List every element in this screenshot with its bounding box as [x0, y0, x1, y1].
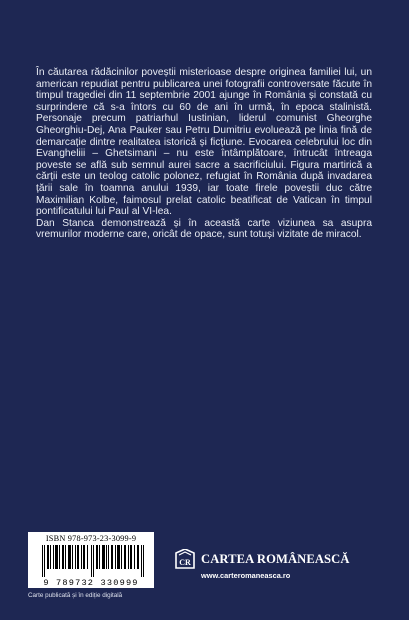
description-paragraph-2: Dan Stanca demonstrează și în această carte viziunea sa asupra vremurilor moderne care, oricât de opace, sunt totuși vizitate de miracol. — [36, 217, 372, 241]
digital-edition-note: Carte publicată și în ediție digitală — [28, 592, 123, 599]
isbn-barcode-box — [28, 532, 154, 588]
publisher-name: CARTEA ROMÂNEASCĂ — [201, 552, 350, 566]
book-description — [36, 67, 372, 241]
description-paragraph-1: În căutarea rădăcinilor poveștii misterioase despre originea familiei lui, un american repudiat pentru publicarea unei fotografii controversate făcute în timpul tragediei din 11 septembrie 2001 ajunge în România și constată cu surprindere că s-a întors cu 60 de ani în urmă, în epoca stalinistă. Personaje precum patriarhul Iustinian, liderul comunist Gheorghe Gheorghiu-Dej, Ana Pauker sau Petru Dumitriu evoluează pe linia fină de demarcație dintre realitatea istorică și ficțiune. Evocarea celebrului loc din Evangheliii – Ghetsimani – nu este întâmplătoare, întrucât întreaga poveste se află sub semnul aurei sacre a sacrificiului. Figura martirică a cărții este un teolog catolic polonez, refugiat în România după invadarea țării sale în toamna anului 1939, iar toate firele poveștii duc către Maximilian Kolbe, faimosul prelat catolic beatificat de Vatican în timpul pontificatului lui Paul al VI-lea. — [36, 67, 372, 218]
publisher-url[interactable]: www.carteromaneasca.ro — [201, 571, 291, 580]
svg-text:CR: CR — [179, 558, 191, 567]
barcode-icon — [40, 545, 146, 577]
publisher-logo-icon — [174, 549, 196, 569]
barcode-digits: 9 789732 330999 — [43, 578, 139, 588]
isbn-label: ISBN 978-973-23-3099-9 — [45, 534, 137, 543]
